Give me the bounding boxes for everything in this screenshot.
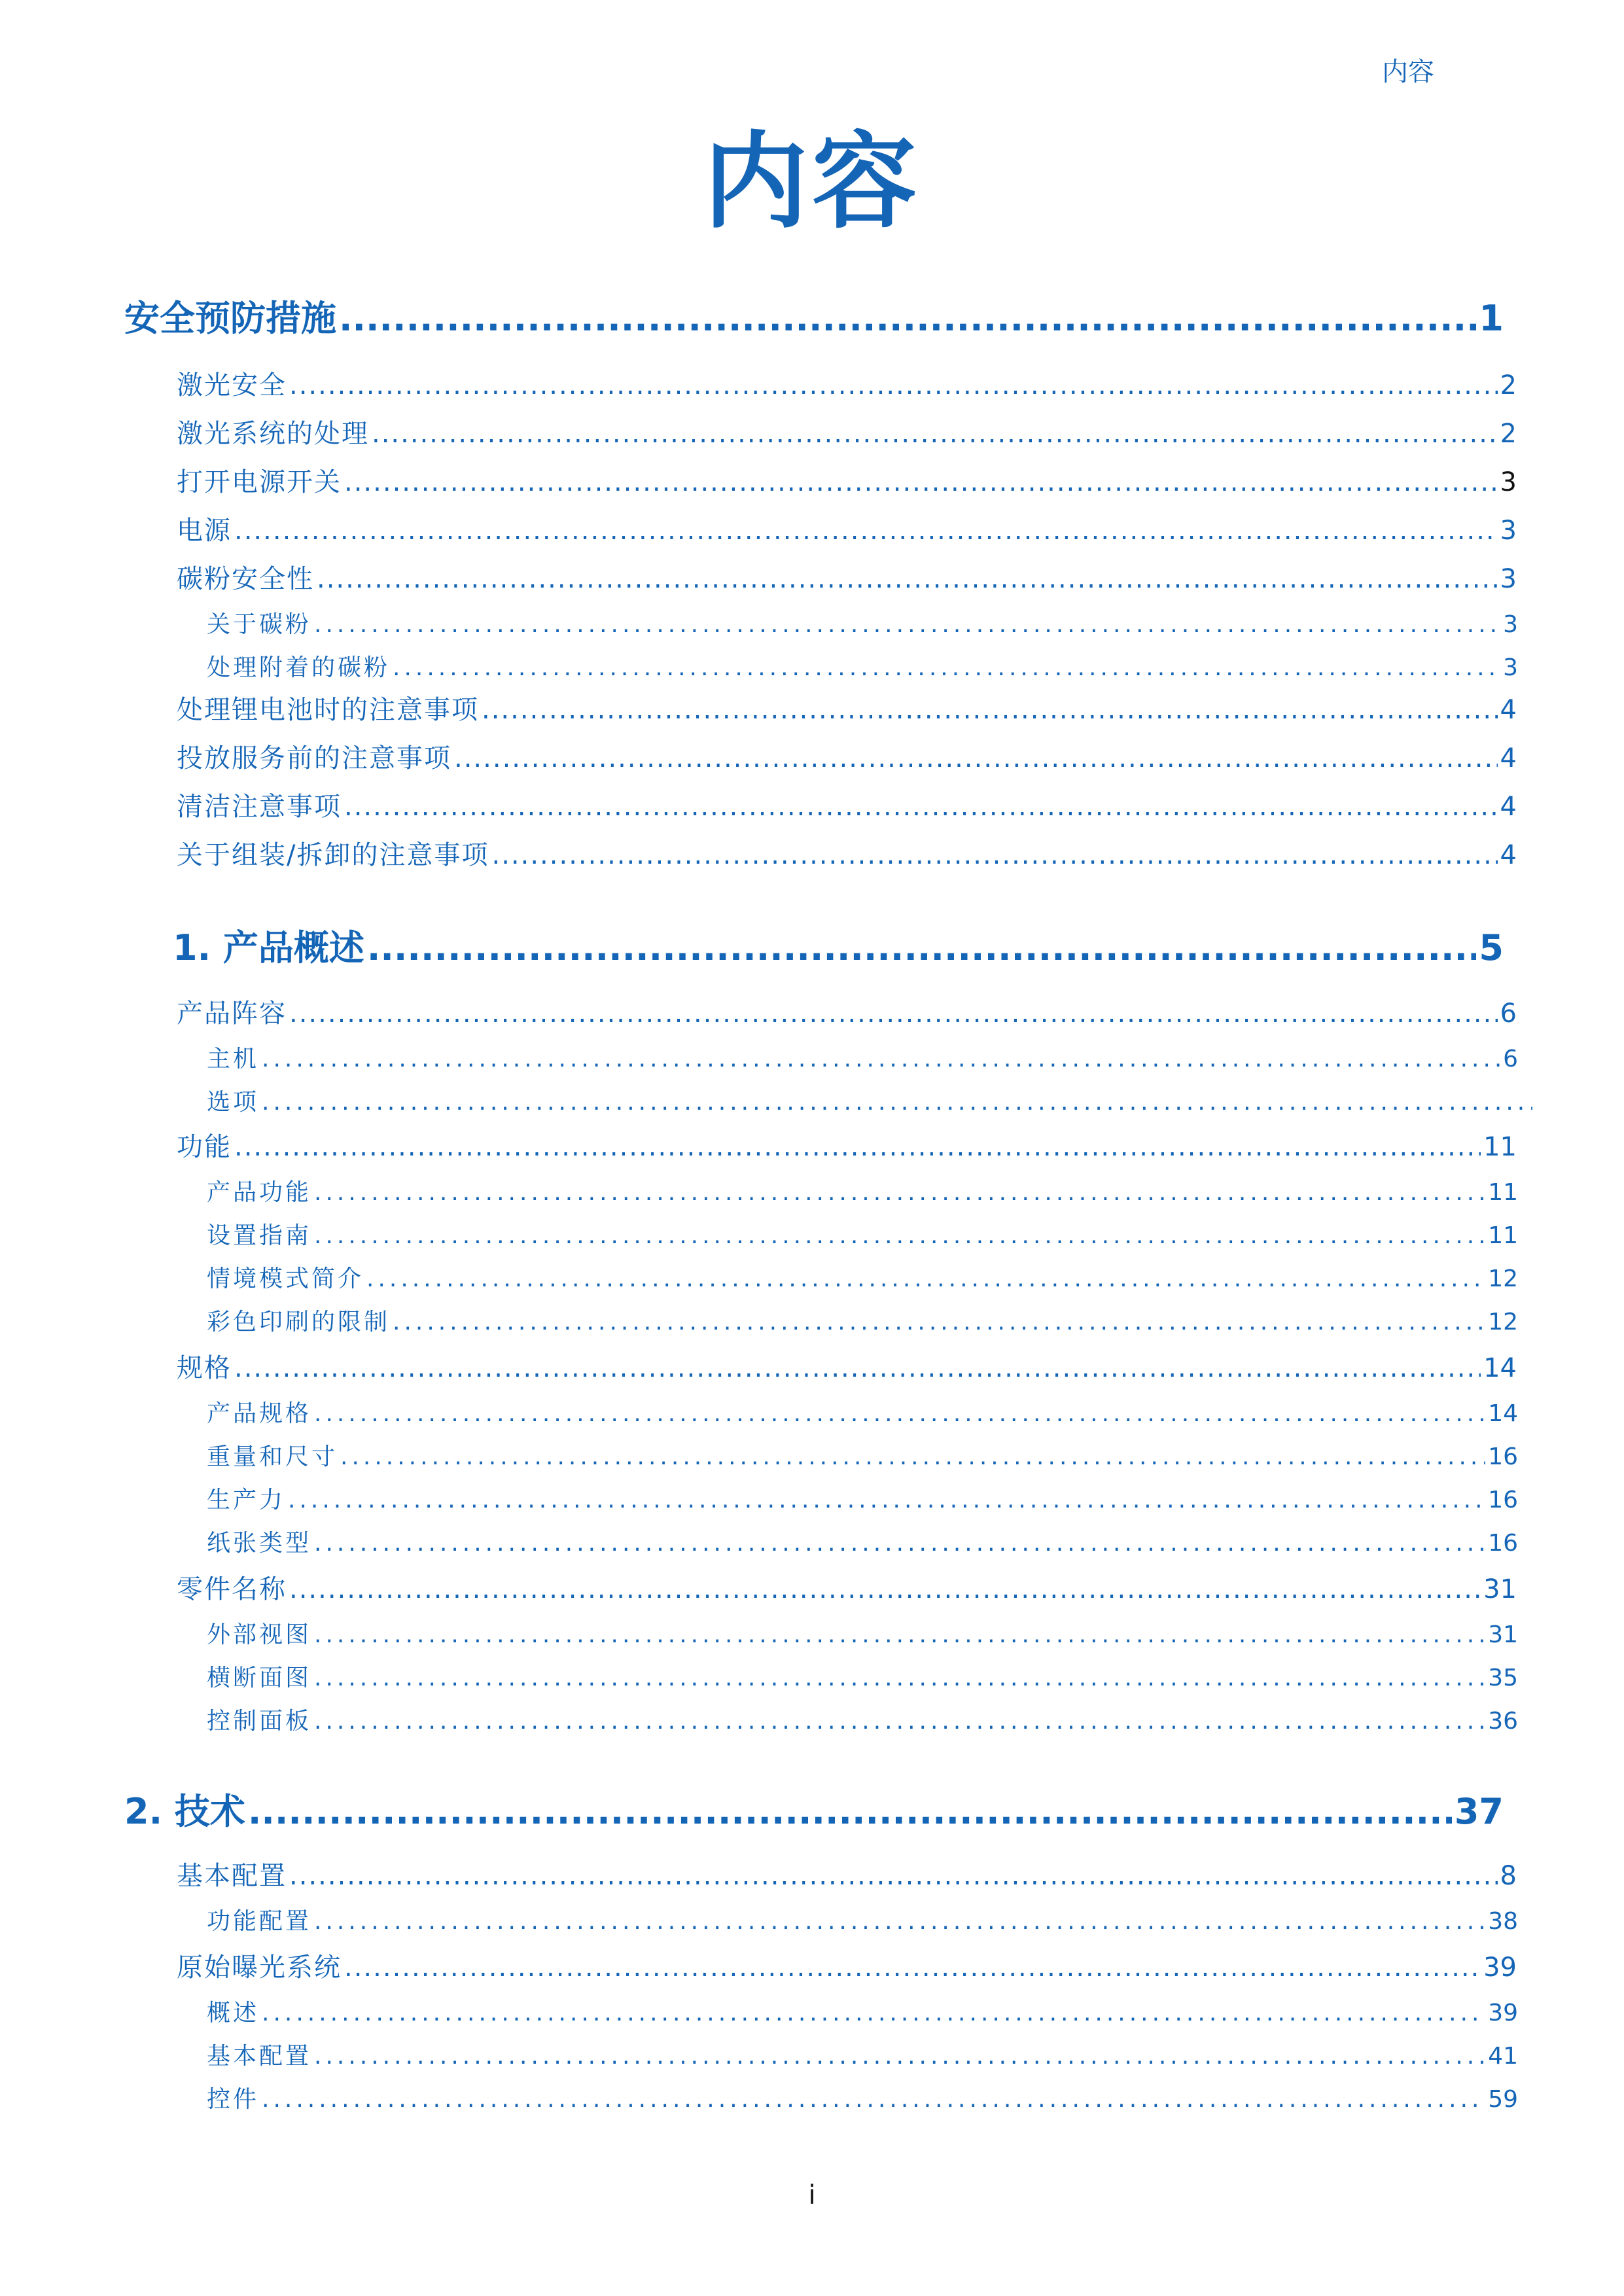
toc-leader-dots: [344, 466, 1498, 499]
toc-entry-label: 控制面板: [207, 1708, 312, 1735]
toc-page-number: 14: [1488, 1400, 1518, 1427]
toc-entry-label: 安全预防措施: [124, 298, 336, 339]
toc-page-number: 8: [1500, 1861, 1517, 1891]
toc-entry-label: 概述: [207, 2000, 260, 2026]
toc-leader-dots: [234, 1352, 1481, 1385]
toc-page-number: 31: [1488, 1621, 1518, 1648]
toc-page-number: 12: [1488, 1309, 1518, 1335]
toc-leader-dots: [482, 694, 1498, 726]
toc-leader-dots: [288, 1485, 1485, 1515]
toc-subentry[interactable]: [207, 1706, 1518, 1737]
toc-subentry[interactable]: [207, 1663, 1518, 1693]
toc-page-number: 3: [1503, 654, 1518, 681]
toc-subentry[interactable]: [207, 653, 1518, 683]
toc-entry-label: 产品规格: [207, 1400, 312, 1427]
toc-page-number: 11: [1483, 1132, 1517, 1162]
toc-entry-label: 功能: [177, 1132, 232, 1162]
toc-subentry[interactable]: [207, 1998, 1518, 2028]
toc-entry-label: 处理附着的碳粉: [207, 654, 391, 681]
toc-subentry[interactable]: [207, 1399, 1518, 1429]
toc-page-number: 31: [1483, 1574, 1517, 1604]
toc-entry-label: 功能配置: [207, 1908, 312, 1935]
toc-entry-label: 重量和尺寸: [207, 1443, 338, 1470]
toc-leader-dots: [344, 1951, 1481, 1984]
toc-leader-dots: [262, 1087, 1532, 1118]
toc-leader-dots: [344, 790, 1498, 823]
toc-subentry[interactable]: [207, 1528, 1518, 1559]
toc-chapter-safety[interactable]: [124, 297, 1504, 340]
toc-entry-label: 关于碳粉: [207, 611, 312, 638]
toc-leader-dots: [393, 1307, 1485, 1337]
toc-entry[interactable]: [177, 790, 1517, 823]
toc-page-number: 4: [1500, 743, 1517, 773]
toc-entry[interactable]: [177, 563, 1517, 595]
toc-leader-dots: [393, 653, 1500, 683]
toc-leader-dots: [372, 417, 1498, 450]
page-title: 内容: [703, 120, 921, 243]
toc-entry-label: 激光安全: [177, 370, 287, 400]
toc-entry[interactable]: [177, 417, 1517, 450]
running-header: 内容: [1382, 57, 1434, 87]
toc-leader-dots: [262, 1044, 1500, 1074]
toc-entry-label: 清洁注意事项: [177, 792, 342, 822]
toc-entry[interactable]: [177, 1951, 1517, 1984]
toc-entry-label: 生产力: [207, 1487, 286, 1513]
toc-leader-dots: [314, 1178, 1485, 1208]
toc-page-number: 16: [1488, 1530, 1518, 1557]
toc-entry[interactable]: [177, 1131, 1517, 1163]
toc-entry-label: 1. 产品概述: [173, 927, 364, 968]
toc-leader-dots: [314, 610, 1500, 640]
toc-entry-label: 电源: [177, 516, 232, 546]
toc-page-number: 41: [1488, 2043, 1518, 2070]
toc-page-number: 37: [1454, 1791, 1504, 1832]
toc-leader-dots: [289, 997, 1498, 1030]
toc-entry[interactable]: [177, 466, 1517, 499]
toc-page-number: 11: [1488, 1179, 1518, 1206]
toc-page-number: 16: [1488, 1487, 1518, 1513]
toc-entry-label: 控件: [207, 2086, 260, 2113]
toc-entry[interactable]: [177, 369, 1517, 402]
toc-entry-label: 基本配置: [177, 1861, 287, 1891]
toc-entry-label: 打开电源开关: [177, 467, 342, 497]
toc-entry-label: 选项: [207, 1089, 260, 1116]
toc-leader-dots: [340, 1442, 1485, 1472]
toc-leader-dots: [314, 1399, 1485, 1429]
toc-entry-label: 主机: [207, 1046, 260, 1072]
toc-entry[interactable]: [177, 694, 1517, 726]
toc-leader-dots: [289, 1860, 1498, 1892]
toc-entry[interactable]: [177, 839, 1517, 872]
toc-chapter-1[interactable]: [173, 927, 1504, 970]
toc-page-number: 16: [1488, 1443, 1518, 1470]
toc-leader-dots: [262, 1998, 1485, 2028]
toc-page-number: 35: [1488, 1665, 1518, 1691]
toc-leader-dots: [367, 927, 1477, 970]
toc-entry[interactable]: [177, 1573, 1517, 1606]
page-number-footer: i: [808, 2180, 816, 2210]
toc-leader-dots: [314, 1907, 1485, 1937]
toc-leader-dots: [454, 742, 1498, 775]
toc-entry-label: 基本配置: [207, 2043, 312, 2070]
toc-page-number: 3: [1500, 516, 1517, 546]
toc-page-number: 3: [1503, 611, 1518, 638]
toc-page-number: 4: [1500, 840, 1517, 870]
toc-page-number: 2: [1500, 419, 1517, 449]
toc-entry-label: 投放服务前的注意事项: [177, 743, 451, 773]
toc-page-number: 38: [1488, 1908, 1518, 1935]
toc-leader-dots: [314, 1706, 1485, 1737]
toc-page-number: 39: [1483, 1952, 1517, 1983]
toc-entry[interactable]: [177, 997, 1517, 1030]
toc-page-number: 6: [1500, 998, 1517, 1029]
toc-subentry[interactable]: [207, 1485, 1518, 1515]
toc-leader-dots: [314, 1221, 1485, 1251]
toc-subentry[interactable]: [207, 610, 1518, 640]
toc-entry[interactable]: [177, 1352, 1517, 1385]
toc-page-number: 39: [1488, 2000, 1518, 2026]
toc-entry-label: 彩色印刷的限制: [207, 1309, 391, 1335]
toc-entry-label: 2. 技术: [124, 1791, 245, 1832]
toc-subentry[interactable]: [207, 1307, 1518, 1337]
toc-subentry[interactable]: [207, 1442, 1518, 1472]
toc-leader-dots: [234, 514, 1498, 547]
toc-page-number: 36: [1488, 1708, 1518, 1735]
toc-leader-dots: [317, 563, 1498, 595]
toc-leader-dots: [262, 2085, 1485, 2115]
toc-entry[interactable]: [177, 742, 1517, 775]
toc-page-number: 4: [1500, 792, 1517, 822]
toc-entry-label: 激光系统的处理: [177, 419, 369, 449]
toc-chapter-2[interactable]: [124, 1790, 1504, 1833]
toc-entry-label: 零件名称: [177, 1574, 287, 1604]
toc-page-number: 1: [1479, 298, 1504, 339]
toc-leader-dots: [339, 297, 1476, 340]
toc-leader-dots: [366, 1264, 1485, 1294]
toc-entry-label: 原始曝光系统: [177, 1952, 342, 1983]
toc-subentry[interactable]: [207, 1907, 1518, 1937]
toc-leader-dots: [314, 1528, 1485, 1559]
toc-leader-dots: [289, 1573, 1481, 1606]
toc-entry-label: 纸张类型: [207, 1530, 312, 1557]
toc-subentry[interactable]: [207, 1178, 1518, 1208]
toc-entry-label: 产品功能: [207, 1179, 312, 1206]
toc-page-number: 3: [1500, 564, 1517, 594]
toc-leader-dots: [314, 1620, 1485, 1650]
toc-leader-dots: [289, 369, 1498, 402]
toc-entry-label: 规格: [177, 1353, 232, 1383]
toc-subentry[interactable]: [207, 1087, 1535, 1118]
toc-entry-label: 关于组装/拆卸的注意事项: [177, 840, 489, 870]
toc-entry-label: 碳粉安全性: [177, 564, 314, 594]
toc-subentry[interactable]: [207, 1221, 1518, 1251]
toc-page-number: 4: [1500, 695, 1517, 725]
toc-leader-dots: [234, 1131, 1481, 1163]
toc-page-number: 59: [1488, 2086, 1518, 2113]
toc-leader-dots: [314, 2041, 1485, 2072]
toc-subentry[interactable]: [207, 2041, 1518, 2072]
toc-leader-dots: [314, 1663, 1485, 1693]
toc-subentry[interactable]: [207, 1044, 1518, 1074]
toc-page-number: 3: [1500, 467, 1517, 497]
toc-entry[interactable]: [177, 1860, 1517, 1892]
toc-entry-label: 情境模式简介: [207, 1265, 364, 1292]
toc-subentry[interactable]: [207, 2085, 1518, 2115]
toc-subentry[interactable]: [207, 1620, 1518, 1650]
toc-page-number: 14: [1483, 1353, 1517, 1383]
toc-page-number: 11: [1488, 1222, 1518, 1249]
toc-page-number: 12: [1488, 1265, 1518, 1292]
toc-entry[interactable]: [177, 514, 1517, 547]
toc-entry-label: 外部视图: [207, 1621, 312, 1648]
toc-leader-dots: [248, 1790, 1452, 1833]
toc-entry-label: 产品阵容: [177, 998, 287, 1029]
toc-entry-label: 处理锂电池时的注意事项: [177, 695, 479, 725]
toc-entry-label: 设置指南: [207, 1222, 312, 1249]
toc-leader-dots: [491, 839, 1497, 872]
toc-page-number: 5: [1479, 927, 1504, 968]
toc-subentry[interactable]: [207, 1264, 1518, 1294]
toc-page-number: 6: [1503, 1046, 1518, 1072]
toc-page-number: 2: [1500, 370, 1517, 400]
toc-entry-label: 横断面图: [207, 1665, 312, 1691]
